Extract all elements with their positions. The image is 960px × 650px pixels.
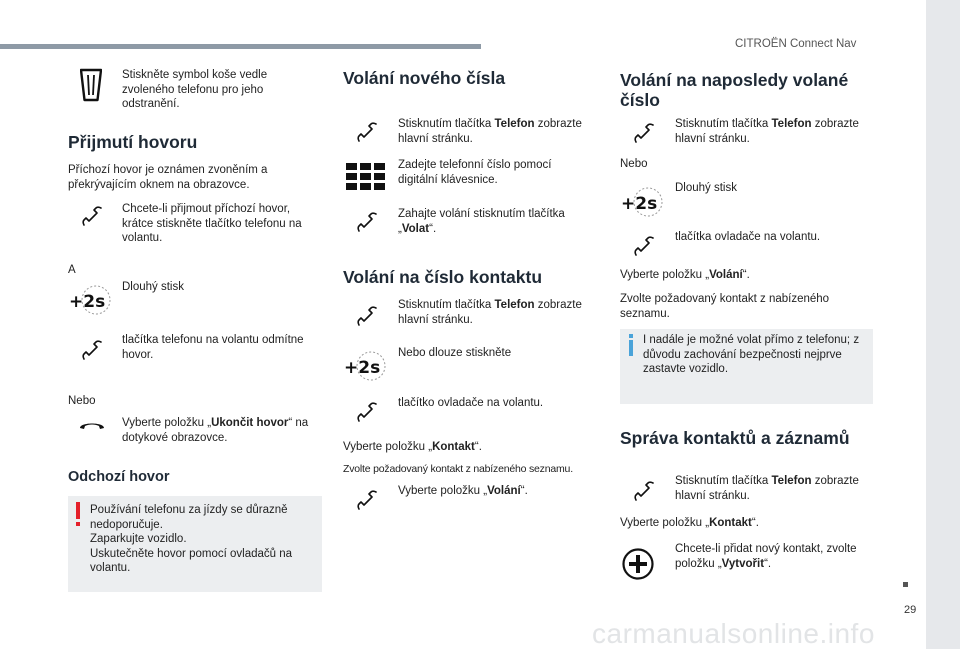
contact-step-4: Vyberte položku „Kontakt“.	[343, 441, 482, 453]
warning-text: Používání telefonu za jízdy se důrazně nedoporučuje. Zaparkujte vozidlo. Uskutečněte hovor pomocí ovladačů na volantu.	[90, 504, 293, 574]
phone-handset-icon	[355, 210, 379, 234]
phone-handset-icon	[355, 488, 379, 512]
new-step-1: Stisknutím tlačítka Telefon zobrazte hlavní stránku.	[398, 118, 582, 145]
incoming-intro: Příchozí hovor je oznámen zvoněním a překrývajícím oknem na obrazovce.	[68, 164, 268, 191]
end-call-text: Vyberte položku „Ukončit hovor“ na dotykové obrazovce.	[122, 417, 309, 444]
long-press-2s-icon	[68, 284, 112, 316]
recent-step-3: Vyberte položku „Volání“.	[620, 269, 750, 281]
recent-nebo: Nebo	[620, 158, 648, 170]
accept-text: Chcete-li přijmout příchozí hovor, krátce stiskněte tlačítko telefonu na volantu.	[122, 203, 302, 244]
contact-step-5: Zvolte požadovaný kontakt z nabízeného seznamu.	[343, 463, 573, 475]
svg-text:+2s: +2s	[69, 292, 106, 312]
phone-handset-icon	[632, 479, 656, 503]
contact-step-6: Vyberte položku „Volání“.	[398, 485, 528, 497]
svg-text:+2s: +2s	[621, 194, 658, 214]
new-number-title: Volání nového čísla	[343, 68, 506, 88]
hang-up-icon	[78, 418, 106, 432]
outgoing-call-title: Odchozí hovor	[68, 469, 170, 485]
brand-label: CITROËN Connect Nav	[735, 38, 857, 50]
recent-step-4: Zvolte požadovaný kontakt z nabízeného seznamu.	[620, 293, 830, 320]
reject-text: tlačítka telefonu na volantu odmítne hovor.	[122, 334, 304, 361]
recent-call-title: Volání na naposledy volané číslo	[620, 70, 849, 110]
label-a: A	[68, 264, 76, 276]
svg-text:+2s: +2s	[344, 358, 381, 378]
phone-handset-icon	[355, 304, 379, 328]
phone-handset-icon	[632, 234, 656, 258]
long-press-2s-icon	[343, 350, 387, 382]
add-contact-plus-icon	[622, 548, 654, 580]
contact-step-1: Stisknutím tlačítka Telefon zobrazte hlavní stránku.	[398, 299, 582, 326]
incoming-call-title: Přijmutí hovoru	[68, 132, 198, 152]
watermark: carmanualsonline.info	[592, 618, 875, 649]
new-step-3: Zahajte volání stisknutím tlačítka „Volat“.	[398, 208, 565, 235]
long-press-label: Dlouhý stisk	[122, 281, 184, 293]
page-edge-band	[926, 0, 960, 649]
new-step-2: Zadejte telefonní číslo pomocí digitální klávesnice.	[398, 159, 552, 186]
contact-call-title: Volání na číslo kontaktu	[343, 267, 543, 287]
manage-step-1: Stisknutím tlačítka Telefon zobrazte hlavní stránku.	[675, 475, 859, 502]
phone-handset-icon	[355, 120, 379, 144]
page-number: 29	[904, 604, 917, 616]
info-icon	[627, 334, 635, 356]
phone-handset-icon	[80, 204, 104, 228]
recent-step-1: Stisknutím tlačítka Telefon zobrazte hlavní stránku.	[675, 118, 859, 145]
trash-text: Stiskněte symbol koše vedle zvoleného telefonu pro jeho odstranění.	[122, 69, 268, 110]
contact-step-2: Nebo dlouze stiskněte	[398, 347, 512, 359]
header-rule	[0, 44, 481, 49]
contact-step-3: tlačítko ovladače na volantu.	[398, 397, 544, 409]
recent-step-2: tlačítka ovladače na volantu.	[675, 231, 821, 243]
phone-handset-icon	[80, 338, 104, 362]
long-press-2s-icon	[620, 186, 664, 218]
manage-step-2: Vyberte položku „Kontakt“.	[620, 517, 759, 529]
trash-icon	[80, 68, 102, 102]
phone-handset-icon	[632, 121, 656, 145]
info-text: I nadále je možné volat přímo z telefonu; z důvodu zachování bezpečnosti nejprve zastavte vozidlo.	[643, 334, 860, 375]
label-nebo: Nebo	[68, 395, 96, 407]
warning-exclamation-icon	[74, 501, 82, 527]
recent-long-press: Dlouhý stisk	[675, 182, 737, 194]
phone-handset-icon	[355, 400, 379, 424]
manage-contacts-title: Správa kontaktů a záznamů	[620, 428, 850, 448]
continue-marker	[903, 582, 908, 587]
manage-step-3: Chcete-li přidat nový kontakt, zvolte položku „Vytvořit“.	[675, 543, 857, 570]
keypad-icon	[346, 163, 386, 191]
